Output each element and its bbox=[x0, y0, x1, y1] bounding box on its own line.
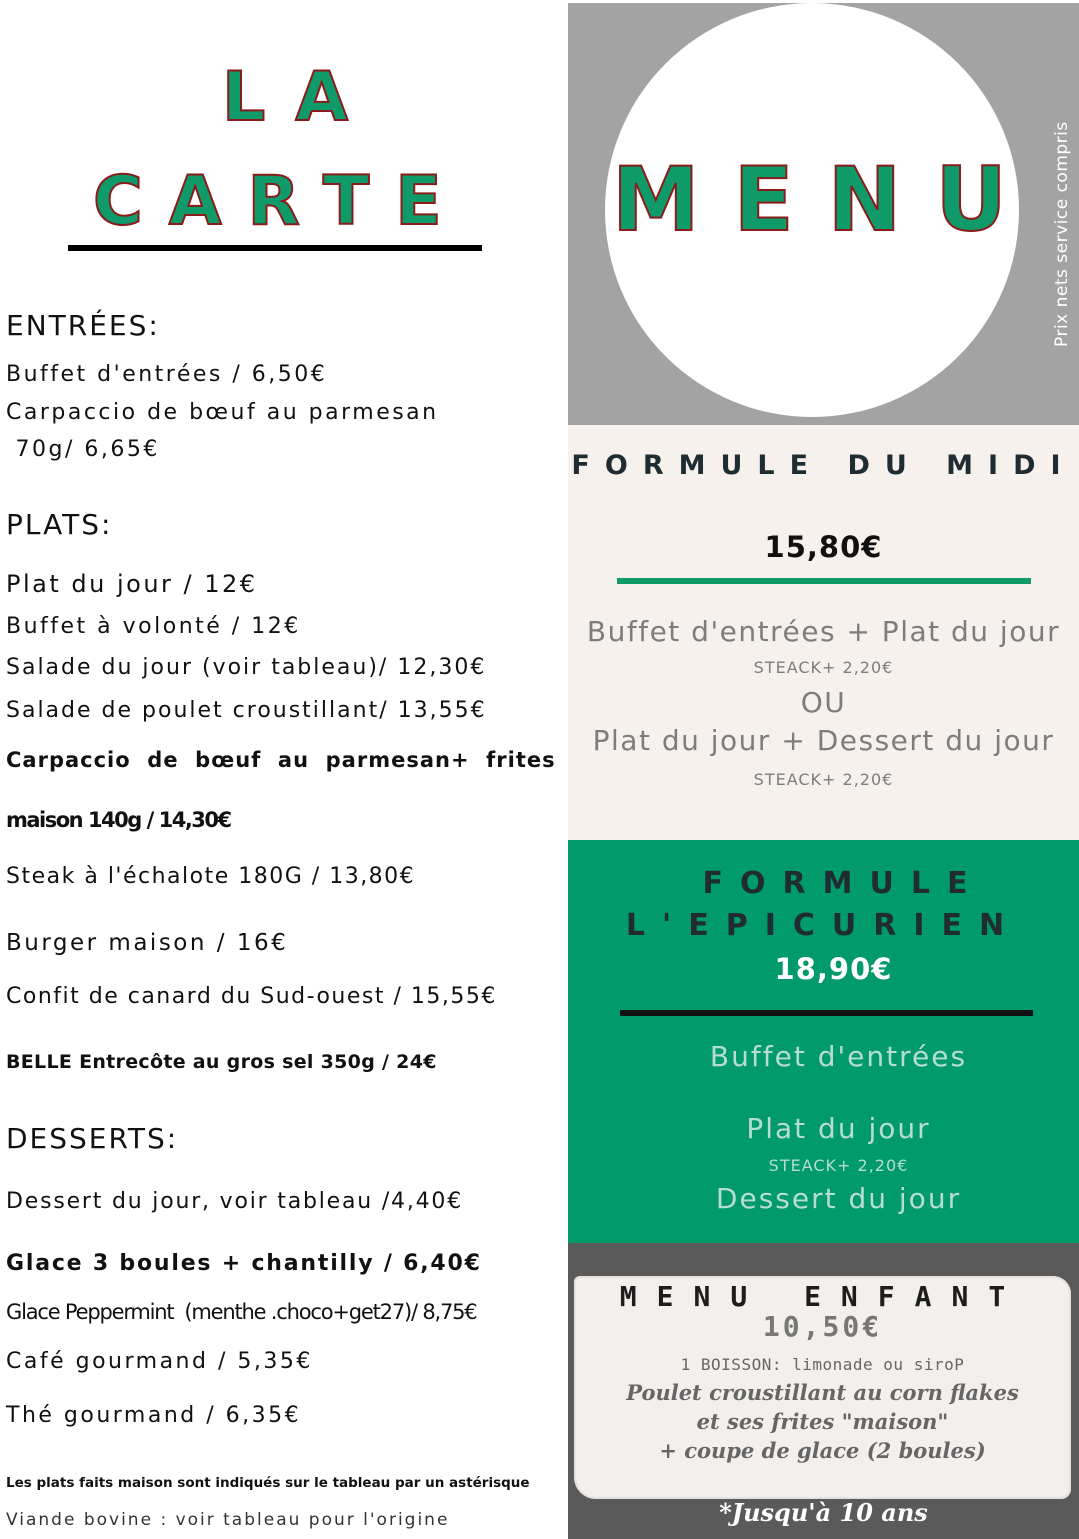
menu-title: MENU bbox=[612, 148, 1041, 251]
carte-title-underline bbox=[68, 245, 482, 251]
formule-midi-price: 15,80€ bbox=[764, 530, 883, 564]
menu-item: Salade de poulet croustillant/ 13,55€ bbox=[6, 698, 487, 723]
price-note: Prix nets service compris bbox=[1052, 121, 1072, 347]
footnote-homemade: Les plats faits maison sont indiqués sur le tableau par un astérisque bbox=[6, 1475, 530, 1491]
formule-epicurien-item1: Buffet d'entrées bbox=[709, 1040, 968, 1073]
menu-enfant-drink: 1 BOISSON: limonade ou siroP bbox=[680, 1355, 965, 1374]
carte-title-la: LA bbox=[222, 58, 378, 137]
plats-heading: PLATS: bbox=[6, 508, 113, 541]
formule-epicurien-item2-note: STEACK+ 2,20€ bbox=[768, 1156, 909, 1175]
carte-title-carte: CARTE bbox=[93, 162, 468, 241]
menu-item: maison 140g / 14,30€ bbox=[6, 808, 231, 832]
menu-item: Carpaccio de bœuf au parmesan bbox=[6, 400, 439, 425]
formule-epicurien-heading-line1: FORMULE bbox=[702, 866, 985, 901]
formule-midi-divider bbox=[617, 578, 1031, 584]
formule-epicurien-item2: Plat du jour bbox=[746, 1112, 931, 1145]
formule-midi-option2-note: STEACK+ 2,20€ bbox=[753, 770, 894, 789]
menu-enfant-line1: Poulet croustillant au corn flakes bbox=[626, 1380, 1019, 1405]
menu-item: Buffet d'entrées / 6,50€ bbox=[6, 362, 328, 387]
formule-midi-heading: FORMULE DU MIDI bbox=[571, 450, 1076, 481]
menu-enfant-age: *Jusqu'à 10 ans bbox=[719, 1498, 928, 1527]
menu-item: Dessert du jour, voir tableau /4,40€ bbox=[6, 1189, 464, 1214]
menu-item: BELLE Entrecôte au gros sel 350g / 24€ bbox=[6, 1051, 437, 1073]
formule-epicurien-item3: Dessert du jour bbox=[715, 1182, 962, 1215]
menu-item: Glace 3 boules + chantilly / 6,40€ bbox=[6, 1251, 482, 1276]
formule-midi-option1-note: STEACK+ 2,20€ bbox=[753, 658, 894, 677]
menu-item: Buffet à volonté / 12€ bbox=[6, 614, 301, 639]
formule-epicurien-price: 18,90€ bbox=[774, 952, 893, 986]
menu-item: Carpaccio de bœuf au parmesan+ frites bbox=[6, 748, 556, 772]
formule-epicurien-divider bbox=[620, 1010, 1033, 1016]
formule-midi-option2: Plat du jour + Dessert du jour bbox=[592, 724, 1055, 757]
formule-epicurien-heading-line2: L'EPICURIEN bbox=[625, 908, 1022, 943]
desserts-heading: DESSERTS: bbox=[6, 1122, 179, 1155]
entrees-heading: ENTRÉES: bbox=[6, 309, 160, 342]
menu-item: Confit de canard du Sud-ouest / 15,55€ bbox=[6, 984, 497, 1009]
menu-item: Burger maison / 16€ bbox=[6, 930, 289, 956]
footnote-origin: Viande bovine : voir tableau pour l'origine bbox=[6, 1510, 450, 1530]
menu-item: Thé gourmand / 6,35€ bbox=[6, 1403, 302, 1428]
menu-enfant-line3: + coupe de glace (2 boules) bbox=[659, 1438, 986, 1463]
menu-item: Salade du jour (voir tableau)/ 12,30€ bbox=[6, 655, 487, 680]
menu-item: Glace Peppermint (menthe .choco+get27)/ 8,75€ bbox=[6, 1300, 477, 1324]
formule-midi-option1: Buffet d'entrées + Plat du jour bbox=[586, 615, 1061, 648]
menu-item: Steak à l'échalote 180G / 13,80€ bbox=[6, 864, 416, 889]
menu-item: 70g/ 6,65€ bbox=[6, 437, 160, 462]
menu-item: Plat du jour / 12€ bbox=[6, 570, 258, 598]
menu-enfant-price: 10,50€ bbox=[762, 1310, 883, 1343]
formule-midi-or: OU bbox=[800, 686, 847, 719]
menu-enfant-line2: et ses frites "maison" bbox=[696, 1409, 949, 1434]
menu-enfant-heading: MENU ENFANT bbox=[619, 1280, 1026, 1313]
menu-item: Café gourmand / 5,35€ bbox=[6, 1349, 313, 1374]
